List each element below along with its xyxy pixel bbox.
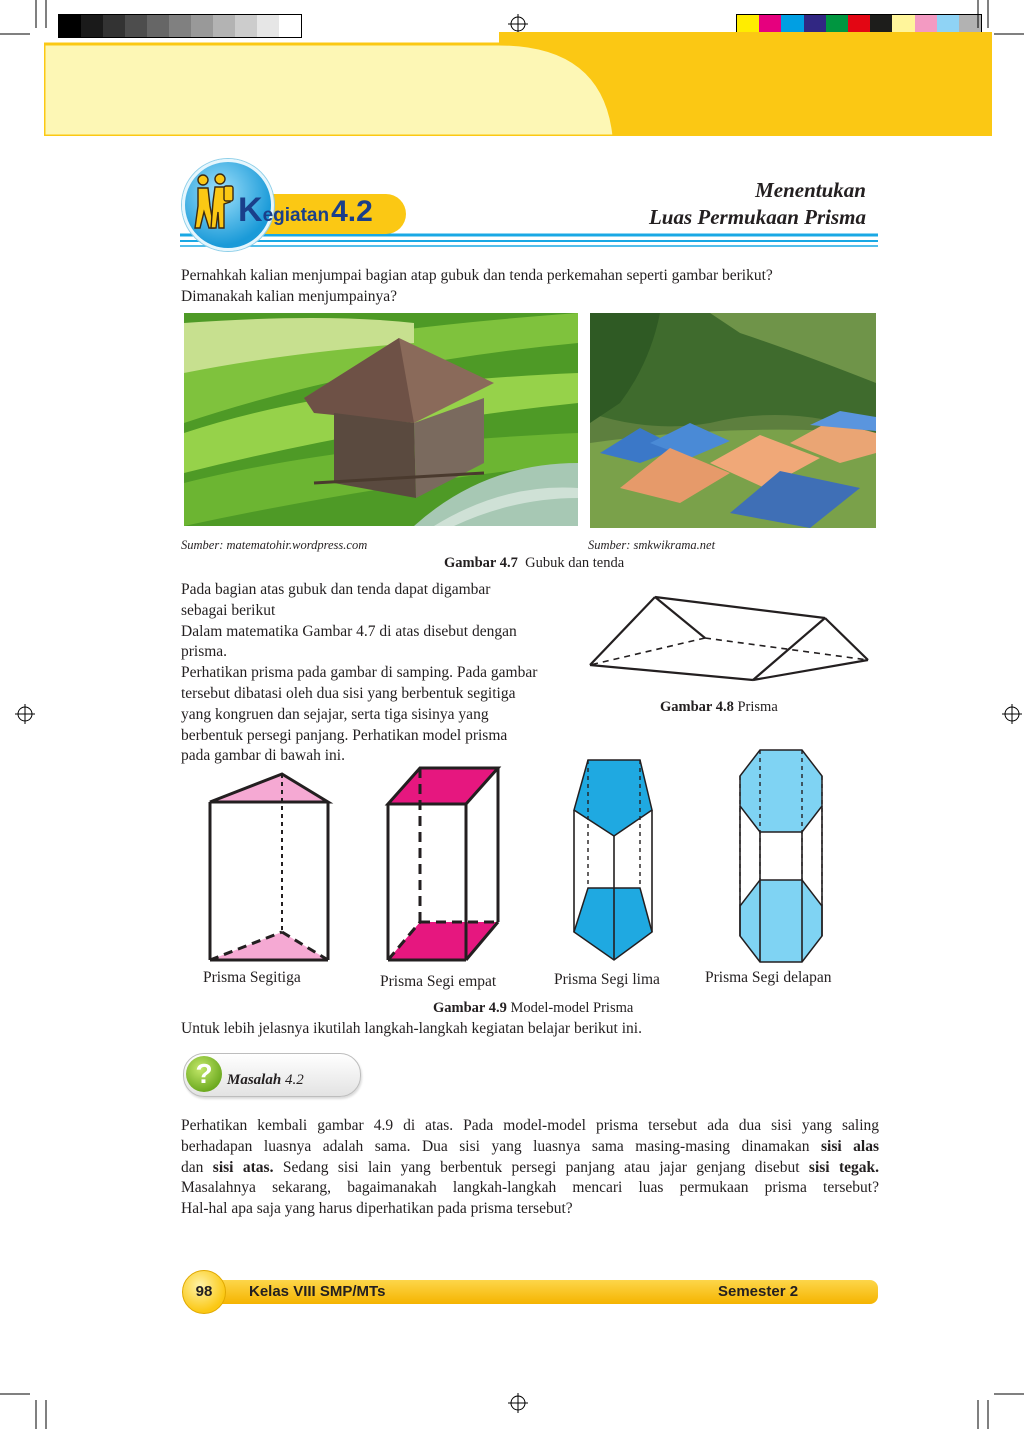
header-rule [180,232,880,252]
problem-number: 4.2 [284,1072,304,1088]
body-line: pada gambar di bawah ini. [181,747,345,765]
hut-photo [184,313,578,526]
rectangular-prism [382,764,507,966]
pentagonal-prism [568,756,660,964]
octagonal-prism [734,746,828,966]
prism-diagram [585,590,875,685]
intro-line1: Pernahkah kalian menjumpai bagian atap gubuk dan tenda perkemahan seperti gambar berikut? [181,267,773,284]
problem-line2 [181,1137,879,1158]
body-line: berbentuk persegi panjang. Perhatikan model prisma [181,726,508,744]
question-icon [186,1056,222,1092]
problem-line1: Perhatikan kembali gambar 4.9 di atas. Pada model-model prisma tersebut ada dua sisi yang saling [181,1117,879,1134]
problem-label [227,1072,304,1089]
problem-paragraph [181,1116,879,1220]
question-icon-symbol: ? [195,1058,213,1089]
page-number-circle [182,1270,226,1314]
problem-word: Masalah [227,1072,282,1088]
figure-4-8-caption [660,699,778,716]
body-line: tersebut dibatasi oleh dua sisi yang berbentuk segitiga [181,684,516,702]
figure-4-8-label: Gambar 4.8 [660,699,734,715]
problem-line4: Masalahnya sekarang, bagaimanakah langkah-langkah mencari luas permukaan prisma tersebut? [181,1179,879,1197]
footer-book: Kelas VIII SMP/MTs [249,1283,386,1300]
label-rectangular-prism: Prisma Segi empat [380,973,497,990]
problem-line3-mid: Sedang sisi lain yang berbentuk persegi panjang atau jajar genjang disebut [282,1158,800,1176]
activity-title [649,177,866,231]
body-line: sebagai berikut [181,601,276,619]
footer-semester: Semester 2 [718,1283,799,1300]
tent-photo [590,313,876,528]
body-line: Pada bagian atas gubuk dan tenda dapat digambar [181,581,491,598]
source-left: Sumber: matematohir.wordpress.com [181,538,368,552]
term-sisi-alas: sisi alas [820,1137,879,1155]
problem-line5: Hal-hal apa saja yang harus diperhatikan pada prisma tersebut? [181,1200,573,1218]
hikers-icon [188,172,238,234]
figure-4-8-text: Prisma [737,699,778,715]
figure-4-7-text: Gubuk dan tenda [525,555,625,571]
kegiatan-number: 4.2 [331,195,373,228]
problem-line3 [181,1158,879,1179]
figure-4-9-text: Model-model Prisma [510,1000,634,1016]
page-number: 98 [195,1283,213,1300]
figure-4-9-caption [433,1000,633,1017]
triangular-prism [200,770,340,970]
problem-line2-text: berhadapan luasnya adalah sama. Dua sisi yang luasnya sama masing-masing dinamakan [181,1137,810,1155]
figure-4-7-label: Gambar 4.7 [444,555,518,571]
term-sisi-atas: sisi atas. [212,1158,274,1176]
kegiatan-letter: K [238,191,263,229]
body-line: prisma. [181,643,228,661]
followup-text: Untuk lebih jelasnya ikutilah langkah-langkah kegiatan belajar berikut ini. [181,1020,642,1037]
figure-4-7-caption [444,555,624,572]
body-line: Dalam matematika Gambar 4.7 di atas disebut dengan [181,622,517,640]
body-line: Perhatikan prisma pada gambar di samping. Pada gambar [181,664,538,682]
kegiatan-title [238,191,373,235]
problem-line3-start: dan [181,1158,204,1176]
intro-text [181,266,881,308]
label-triangular-prism: Prisma Segitiga [203,969,301,986]
term-sisi-tegak: sisi tegak. [808,1158,880,1176]
label-pentagonal-prism: Prisma Segi lima [554,971,660,988]
figure-4-9-label: Gambar 4.9 [433,1000,507,1016]
intro-line2: Dimanakah kalian menjumpainya? [181,287,398,305]
kegiatan-word: egiatan [262,205,330,226]
body-left-text [181,580,591,767]
activity-title-line1: Menentukan [755,178,866,202]
source-right: Sumber: smkwikrama.net [588,538,716,552]
top-banner [44,32,992,136]
label-octagonal-prism: Prisma Segi delapan [705,969,832,986]
activity-title-line2: Luas Permukaan Prisma [648,205,866,229]
body-line: yang kongruen dan sejajar, serta tiga sisinya yang [181,705,489,723]
